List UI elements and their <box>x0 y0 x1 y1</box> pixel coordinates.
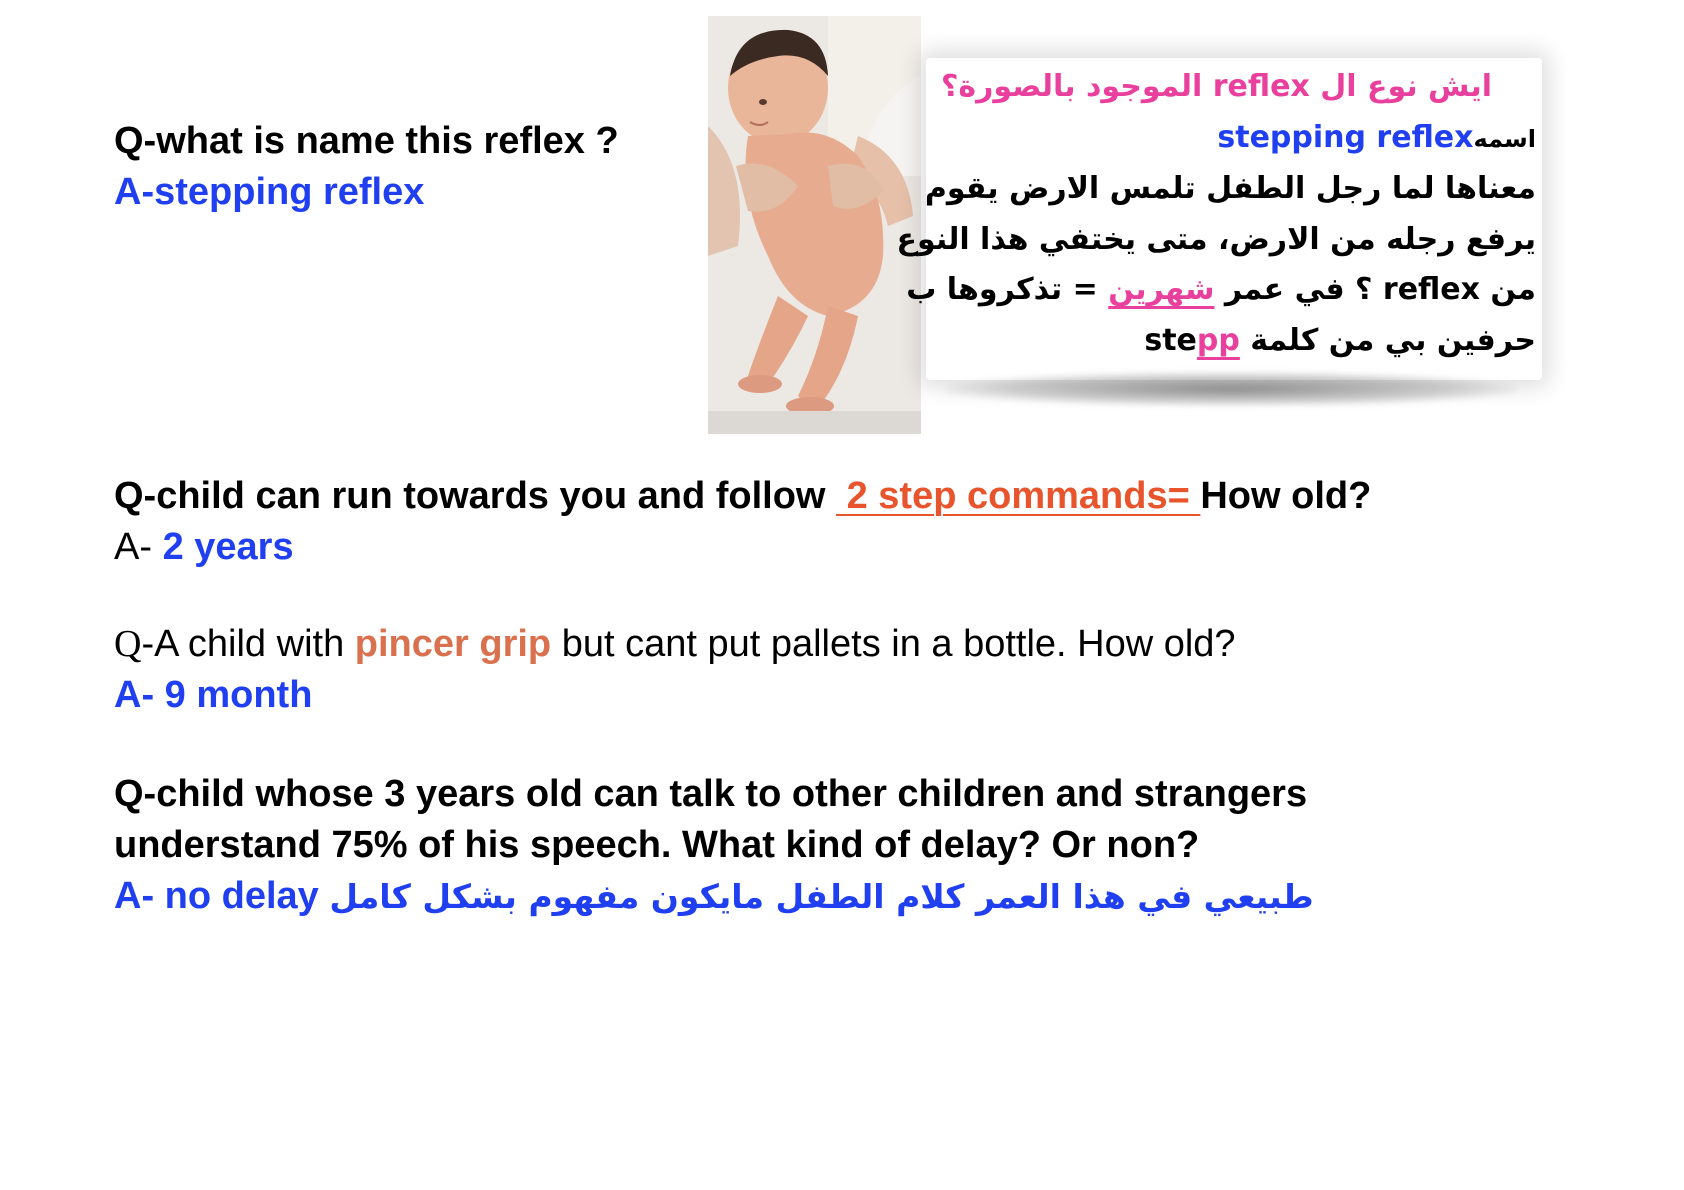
note-line-1 <box>916 62 1536 113</box>
note-card-shadow <box>946 372 1516 406</box>
q3-question-post: but cant put pallets in a bottle. How old? <box>551 623 1236 665</box>
note-line-6-pp: pp <box>1196 322 1240 358</box>
q4-question-line-2: understand 75% of his speech. What kind of delay? Or non? <box>114 824 1200 866</box>
note-text <box>896 62 1536 366</box>
q4-block <box>114 769 1314 922</box>
note-line-2-term: stepping reflex <box>1217 119 1474 155</box>
q3-question <box>114 619 1236 670</box>
note-line-5-post: = تذكروها ب <box>906 272 1109 307</box>
q3-block <box>114 619 1236 721</box>
note-line-1-reflex: reflex <box>1212 69 1310 104</box>
q2-question-post: How old? <box>1200 475 1372 517</box>
note-line-1-pre: ايش نوع ال <box>1309 69 1492 104</box>
q4-answer-line <box>114 871 1314 922</box>
q2-question-pre: Q-child can run towards you and follow <box>114 475 837 517</box>
note-line-6-word <box>1144 323 1240 358</box>
note-line-4: يرفع رجله من الارض، متى يختفي هذا النوع <box>896 221 1536 257</box>
q3-answer: A- 9 month <box>114 674 313 716</box>
note-line-1-post: الموجود بالصورة؟ <box>941 69 1213 104</box>
q1-answer: A-stepping reflex <box>114 171 425 213</box>
note-line-6 <box>916 316 1536 367</box>
q2-answer: 2 years <box>162 526 294 568</box>
q2-highlight: 2 step commands= <box>836 475 1201 517</box>
q4-question-line-1: Q-child whose 3 years old can talk to other children and strangers <box>114 773 1308 815</box>
q4-answer-ar: طبيعي في هذا العمر كلام الطفل مايكون مفهوم بشكل كامل <box>329 877 1314 916</box>
q2-answer-prefix: A- <box>114 526 163 568</box>
note-line-6-pre: حرفين بي من كلمة <box>1239 322 1536 358</box>
note-line-2-arabic: اسمه <box>1473 124 1536 153</box>
note-line-5-mid: ؟ في عمر <box>1214 272 1383 307</box>
note-line-3: معناها لما رجل الطفل تلمس الارض يقوم <box>924 171 1536 206</box>
note-line-5-pre: من <box>1479 272 1536 307</box>
q2-block <box>114 471 1371 573</box>
note-line-5-reflex: reflex <box>1382 272 1480 307</box>
q4-answer-en: A- no delay <box>114 875 319 917</box>
q2-question <box>114 471 1371 522</box>
q3-q-letter: Q <box>114 623 142 665</box>
q1-block <box>114 116 619 218</box>
q3-highlight: pincer grip <box>354 623 552 665</box>
q3-question-pre: -A child with <box>141 623 355 665</box>
baby-stepping-photo <box>708 16 921 434</box>
note-line-6-ste: ste <box>1144 322 1197 358</box>
note-line-2 <box>916 113 1536 165</box>
note-line-5 <box>906 265 1536 316</box>
q2-answer-line <box>114 522 1371 573</box>
q1-question: Q-what is name this reflex ? <box>114 120 619 162</box>
note-line-5-months: شهرين <box>1108 272 1215 307</box>
